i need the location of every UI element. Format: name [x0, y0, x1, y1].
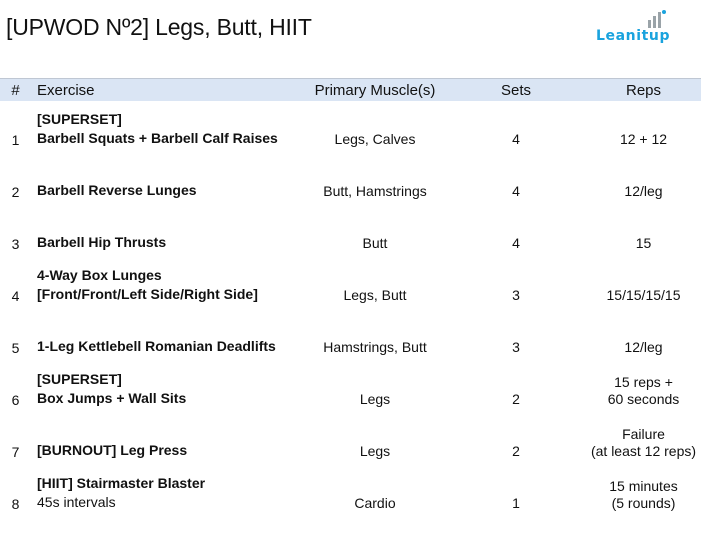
leanitup-logo	[594, 10, 694, 46]
muscle-cell: Cardio	[354, 495, 396, 511]
header-number: #	[11, 81, 20, 99]
header-reps: Reps	[625, 81, 662, 99]
row-number: 2	[11, 184, 20, 200]
table-row	[0, 364, 701, 416]
row-number: 6	[11, 392, 20, 408]
table-row	[0, 156, 701, 208]
table-header-row	[0, 79, 701, 102]
sets-cell: 1	[512, 495, 520, 511]
header-exercise: Exercise	[37, 81, 95, 99]
sets-cell: 4	[512, 131, 520, 147]
sets-cell: 2	[512, 443, 520, 459]
logo-text: Leanitup	[596, 28, 671, 44]
workout-table	[0, 78, 701, 520]
exercise-line-1: 4-Way Box Lunges	[37, 267, 162, 283]
row-number: 8	[11, 496, 20, 512]
table-row	[0, 101, 701, 156]
table-row	[0, 208, 701, 260]
row-number: 5	[11, 340, 20, 356]
header-primary-muscles: Primary Muscle(s)	[314, 81, 436, 99]
exercise-line-2: [BURNOUT] Leg Press	[37, 442, 188, 458]
page-title: [UPWOD Nº2] Legs, Butt, HIIT	[6, 14, 312, 40]
muscle-cell: Legs, Butt	[343, 287, 407, 303]
reps-cell	[586, 208, 701, 260]
exercise-cell	[31, 101, 304, 156]
exercise-line-1: [SUPERSET]	[37, 371, 122, 387]
exercise-line-1: [SUPERSET]	[37, 111, 122, 127]
reps-line-1: 15 reps +	[614, 374, 673, 390]
reps-line-1: 15 minutes	[609, 478, 678, 494]
exercise-line-2: Barbell Reverse Lunges	[37, 182, 197, 198]
sets-cell: 3	[512, 287, 520, 303]
muscle-cell: Legs	[359, 391, 391, 407]
sets-cell: 3	[512, 339, 520, 355]
reps-cell	[586, 260, 701, 312]
reps-line-2: 12 + 12	[619, 131, 668, 147]
muscle-cell: Butt, Hamstrings	[323, 183, 427, 199]
sets-cell: 2	[512, 391, 520, 407]
row-number: 1	[11, 132, 20, 148]
reps-cell	[586, 416, 701, 468]
exercise-line-2: 45s intervals	[37, 494, 116, 510]
reps-cell	[586, 156, 701, 208]
reps-line-2: 12/leg	[624, 339, 663, 355]
table-row	[0, 312, 701, 364]
header-sets: Sets	[500, 81, 531, 99]
table-row	[0, 260, 701, 312]
exercise-cell	[31, 312, 304, 364]
reps-line-2: 15/15/15/15	[606, 287, 681, 303]
muscle-cell: Butt	[362, 235, 388, 251]
reps-cell	[586, 101, 701, 156]
exercise-cell	[31, 468, 304, 520]
reps-cell	[586, 364, 701, 416]
exercise-cell	[31, 364, 304, 416]
reps-line-1: Failure	[622, 426, 665, 442]
reps-line-2: 15	[635, 235, 652, 251]
muscle-cell: Legs	[359, 443, 391, 459]
exercise-line-2: [Front/Front/Left Side/Right Side]	[37, 286, 258, 302]
muscle-cell: Hamstrings, Butt	[323, 339, 427, 355]
row-number: 4	[11, 288, 20, 304]
exercise-line-2: Barbell Hip Thrusts	[37, 234, 167, 250]
sets-cell: 4	[512, 183, 520, 199]
exercise-line-2: 1-Leg Kettlebell Romanian Deadlifts	[37, 338, 276, 354]
exercise-cell	[31, 156, 304, 208]
reps-line-2: (at least 12 reps)	[590, 443, 697, 459]
reps-line-2: (5 rounds)	[611, 495, 676, 511]
exercise-line-2: Box Jumps + Wall Sits	[37, 390, 187, 406]
exercise-cell	[31, 208, 304, 260]
table-row	[0, 416, 701, 468]
sets-cell: 4	[512, 235, 520, 251]
exercise-cell	[31, 416, 304, 468]
exercise-line-1: [HIIT] Stairmaster Blaster	[37, 475, 206, 491]
row-number: 7	[11, 444, 20, 460]
exercise-line-2: Barbell Squats + Barbell Calf Raises	[37, 130, 278, 146]
reps-cell	[586, 312, 701, 364]
reps-line-2: 60 seconds	[607, 391, 680, 407]
muscle-cell: Legs, Calves	[334, 131, 416, 147]
reps-cell	[586, 468, 701, 520]
row-number: 3	[11, 236, 20, 252]
leanitup-logo-icon	[648, 10, 668, 28]
table-row	[0, 468, 701, 520]
reps-line-2: 12/leg	[624, 183, 663, 199]
exercise-cell	[31, 260, 304, 312]
